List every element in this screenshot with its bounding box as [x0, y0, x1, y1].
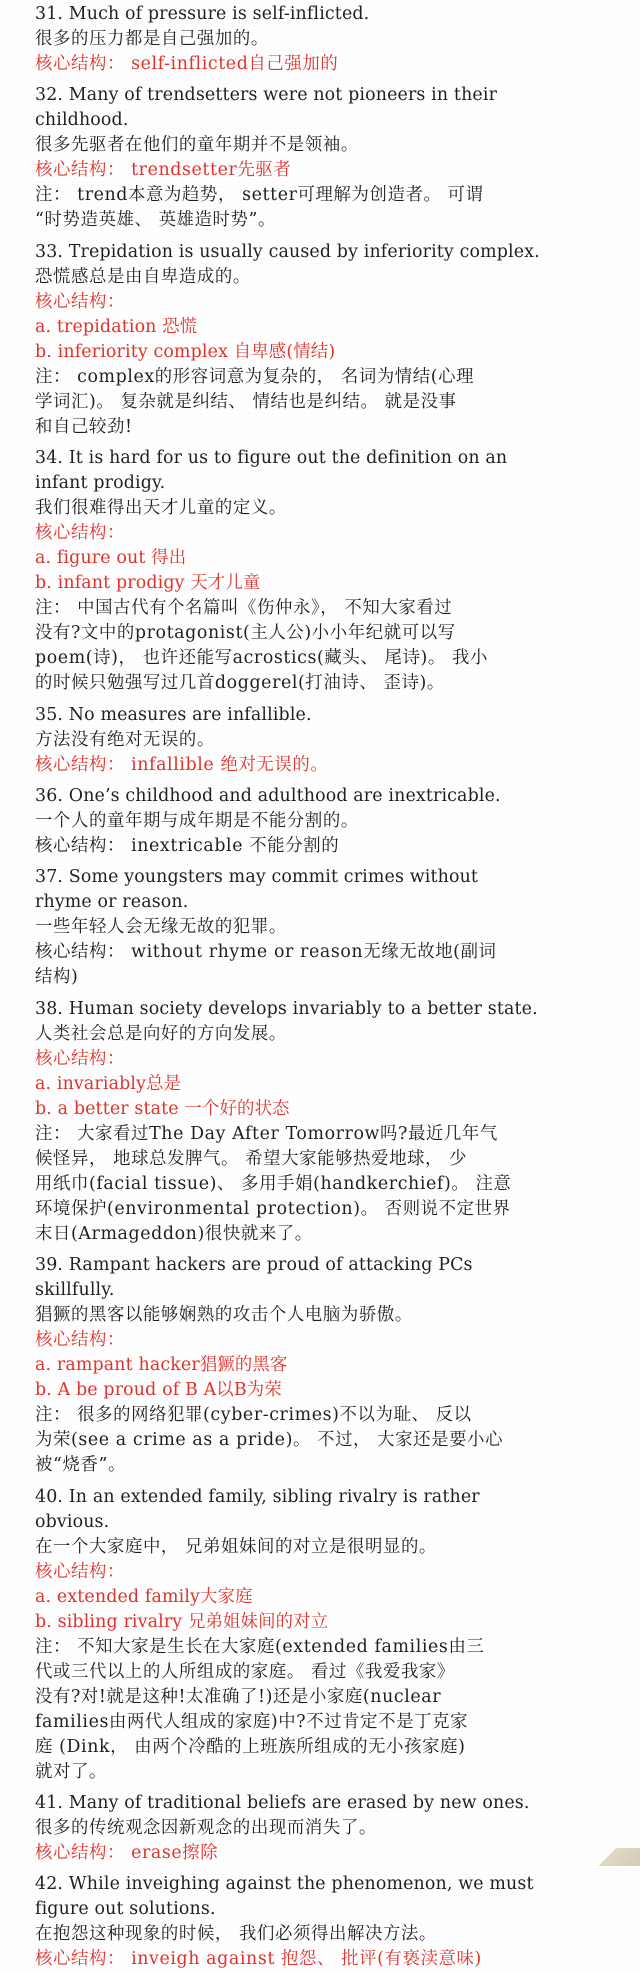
chinese-text-line: families由两代人组成的家庭)中?不过肯定不是丁克家 — [35, 1710, 626, 1735]
sentence-entry — [35, 446, 626, 696]
sentence-english: 39. Rampant hackers are proud of attacking PCs — [35, 1253, 626, 1278]
sentence-english: 42. While inveighing against the phenomenon, we must — [35, 1872, 626, 1897]
chinese-text-line: 猖獗的黑客以能够娴熟的攻击个人电脑为骄傲。 — [35, 1303, 626, 1328]
sentence-entry — [35, 784, 626, 859]
chinese-text-line: 在一个大家庭中， 兄弟姐妹间的对立是很明显的。 — [35, 1535, 626, 1560]
sentence-english: 31. Much of pressure is self-inflicted. — [35, 2, 626, 27]
text-line: childhood. — [35, 108, 626, 133]
chinese-text-line: 没有?文中的protagonist(主人公)小小年纪就可以写 — [35, 621, 626, 646]
core-structure-line: 核心结构： inveigh against 抱怨、 批评(有亵渎意味) — [35, 1947, 626, 1972]
sentence-entry — [35, 1253, 626, 1478]
chinese-text-line: 很多先驱者在他们的童年期并不是领袖。 — [35, 133, 626, 158]
sentence-entry — [35, 1485, 626, 1785]
core-structure-line: 核心结构： erase擦除 — [35, 1841, 626, 1866]
chinese-text-line: 就对了。 — [35, 1760, 626, 1785]
chinese-text-line: 候怪异， 地球总发脾气。 希望大家能够热爱地球， 少 — [35, 1147, 626, 1172]
core-structure-line: a. rampant hacker猖獗的黑客 — [35, 1353, 626, 1378]
chinese-text-line: 和自己较劲! — [35, 415, 626, 440]
sentence-entry — [35, 240, 626, 440]
core-structure-line: b. A be proud of B A以B为荣 — [35, 1378, 626, 1403]
sentence-english: 41. Many of traditional beliefs are erased by new ones. — [35, 1791, 626, 1816]
chinese-text-line: 人类社会总是向好的方向发展。 — [35, 1022, 626, 1047]
chinese-text-line: 注： complex的形容词意为复杂的， 名词为情结(心理 — [35, 365, 626, 390]
chinese-text-line: 为荣(see a crime as a pride)。 不过， 大家还是要小心 — [35, 1428, 626, 1453]
sentence-english: 33. Trepidation is usually caused by inferiority complex. — [35, 240, 626, 265]
text-line: rhyme or reason. — [35, 890, 626, 915]
core-structure-line: a. figure out 得出 — [35, 546, 626, 571]
sentence-english: 37. Some youngsters may commit crimes without — [35, 865, 626, 890]
chinese-text-line: 环境保护(environmental protection)。 否则说不定世界 — [35, 1197, 626, 1222]
core-structure-line: a. extended family大家庭 — [35, 1585, 626, 1610]
sentence-english: 40. In an extended family, sibling rivalry is rather — [35, 1485, 626, 1510]
page-corner-fold — [588, 1848, 640, 1866]
core-structure-line: b. inferiority complex 自卑感(情结) — [35, 340, 626, 365]
chinese-text-line: 注： 不知大家是生长在大家庭(extended families由三 — [35, 1635, 626, 1660]
chinese-text-line: 用纸巾(facial tissue)、 多用手娟(handkerchief)。 注意 — [35, 1172, 626, 1197]
chinese-text-line: 代或三代以上的人所组成的家庭。 看过《我爱我家》 — [35, 1660, 626, 1685]
sentence-entry — [35, 83, 626, 233]
core-structure-line: 核心结构： self-inflicted自己强加的 — [35, 52, 626, 77]
sentence-entry — [35, 1872, 626, 1972]
chinese-text-line: 的时候只勉强写过几首doggerel(打油诗、 歪诗)。 — [35, 671, 626, 696]
sentence-entry — [35, 865, 626, 990]
core-structure-line: a. trepidation 恐慌 — [35, 315, 626, 340]
chinese-text-line: 很多的传统观念因新观念的出现而消失了。 — [35, 1816, 626, 1841]
chinese-text-line: 注： 大家看过The Day After Tomorrow吗?最近几年气 — [35, 1122, 626, 1147]
sentence-english: 38. Human society develops invariably to a better state. — [35, 997, 626, 1022]
sentence-entry — [35, 703, 626, 778]
text-line: infant prodigy. — [35, 471, 626, 496]
core-structure-line: 核心结构： — [35, 1328, 626, 1353]
core-structure-line: b. infant prodigy 天才儿童 — [35, 571, 626, 596]
chinese-text-line: 方法没有绝对无误的。 — [35, 728, 626, 753]
core-structure-line: 核心结构： — [35, 521, 626, 546]
core-structure-line: b. sibling rivalry 兄弟姐妹间的对立 — [35, 1610, 626, 1635]
sentence-english: 36. One’s childhood and adulthood are inextricable. — [35, 784, 626, 809]
core-structure-line: 核心结构： — [35, 290, 626, 315]
chinese-text-line: 结构) — [35, 965, 626, 990]
chinese-text-line: 注： trend本意为趋势， setter可理解为创造者。 可谓 — [35, 183, 626, 208]
core-structure-line: 核心结构： trendsetter先驱者 — [35, 158, 626, 183]
chinese-text-line: 注： 很多的网络犯罪(cyber-crimes)不以为耻、 反以 — [35, 1403, 626, 1428]
chinese-text-line: “时势造英雄、 英雄造时势”。 — [35, 208, 626, 233]
chinese-text-line: 一个人的童年期与成年期是不能分割的。 — [35, 809, 626, 834]
core-structure-line: 核心结构： infallible 绝对无误的。 — [35, 753, 626, 778]
text-line: figure out solutions. — [35, 1897, 626, 1922]
text-line: obvious. — [35, 1510, 626, 1535]
chinese-text-line: 一些年轻人会无缘无故的犯罪。 — [35, 915, 626, 940]
chinese-text-line: 没有?对!就是这种!太准确了!)还是小家庭(nuclear — [35, 1685, 626, 1710]
sentence-entry — [35, 2, 626, 77]
chinese-text-line: 末日(Armageddon)很快就来了。 — [35, 1222, 626, 1247]
sentence-entry — [35, 997, 626, 1247]
chinese-text-line: poem(诗)， 也许还能写acrostics(藏头、 尾诗)。 我小 — [35, 646, 626, 671]
chinese-text-line: 庭 (Dink， 由两个冷酷的上班族所组成的无小孩家庭) — [35, 1735, 626, 1760]
chinese-text-line: 恐慌感总是由自卑造成的。 — [35, 265, 626, 290]
core-structure-line: 核心结构： — [35, 1047, 626, 1072]
sentence-entry — [35, 1791, 626, 1866]
core-structure-line: b. a better state 一个好的状态 — [35, 1097, 626, 1122]
core-structure-line: 核心结构： — [35, 1560, 626, 1585]
chinese-text-line: 被“烧香”。 — [35, 1453, 626, 1478]
sentence-english: 35. No measures are infallible. — [35, 703, 626, 728]
chinese-text-line: 核心结构： inextricable 不能分割的 — [35, 834, 626, 859]
sentence-english: 34. It is hard for us to figure out the definition on an — [35, 446, 626, 471]
core-structure-line: a. invariably总是 — [35, 1072, 626, 1097]
text-line: skillfully. — [35, 1278, 626, 1303]
sentence-english: 32. Many of trendsetters were not pioneers in their — [35, 83, 626, 108]
chinese-text-line: 在抱怨这种现象的时候， 我们必须得出解决方法。 — [35, 1922, 626, 1947]
chinese-text-line: 核心结构： without rhyme or reason无缘无故地(副词 — [35, 940, 626, 965]
chinese-text-line: 注： 中国古代有个名篇叫《伤仲永》， 不知大家看过 — [35, 596, 626, 621]
chinese-text-line: 学词汇)。 复杂就是纠结、 情结也是纠结。 就是没事 — [35, 390, 626, 415]
chinese-text-line: 很多的压力都是自己强加的。 — [35, 27, 626, 52]
chinese-text-line: 我们很难得出天才儿童的定义。 — [35, 496, 626, 521]
